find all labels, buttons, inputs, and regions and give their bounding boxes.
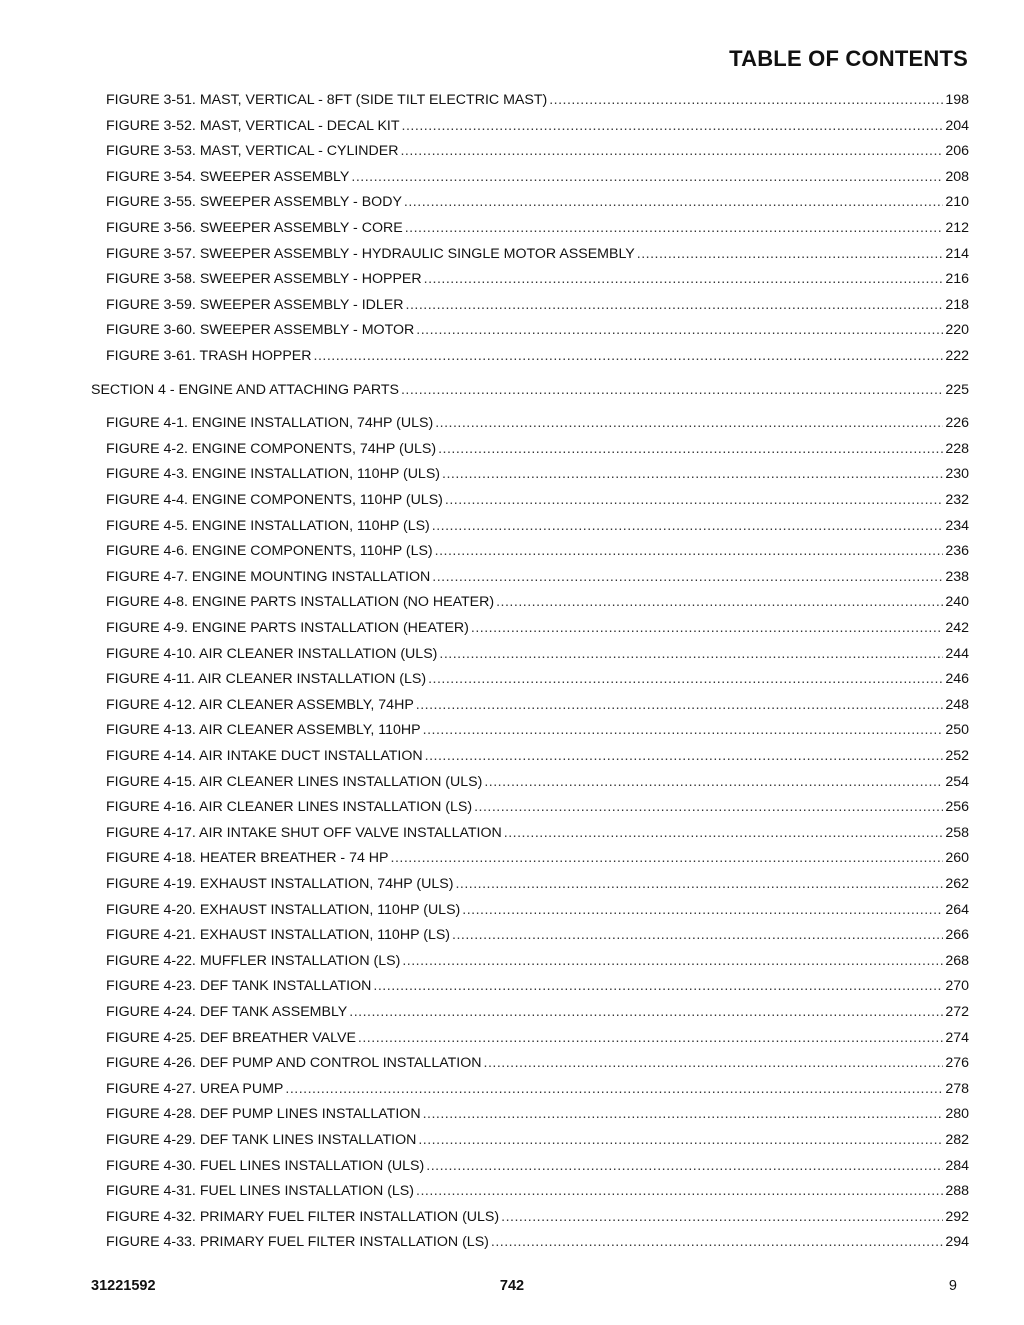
dot-leader bbox=[439, 645, 943, 663]
toc-entry-label: FIGURE 3-51. MAST, VERTICAL - 8FT (SIDE TILT ELECTRIC MAST) bbox=[106, 92, 548, 108]
dot-leader bbox=[455, 875, 943, 893]
toc-entry-page: 218 bbox=[945, 296, 969, 313]
toc-entry-label: FIGURE 3-61. TRASH HOPPER bbox=[106, 348, 312, 364]
toc-entry-page: 252 bbox=[945, 748, 969, 764]
dot-leader bbox=[400, 142, 943, 160]
toc-entry-page: 226 bbox=[945, 415, 969, 432]
toc-entry[interactable] bbox=[106, 1080, 969, 1098]
dot-leader bbox=[423, 1105, 944, 1123]
toc-entry-label: FIGURE 4-15. AIR CLEANER LINES INSTALLATION (ULS) bbox=[106, 773, 483, 790]
toc-entry-label: FIGURE 3-55. SWEEPER ASSEMBLY - BODY bbox=[106, 194, 402, 211]
toc-entry-page: 222 bbox=[945, 348, 969, 364]
toc-entry-label: FIGURE 4-18. HEATER BREATHER - 74 HP bbox=[106, 850, 389, 867]
toc-entry-label: FIGURE 4-20. EXHAUST INSTALLATION, 110HP (ULS) bbox=[106, 901, 461, 918]
toc-entry[interactable] bbox=[106, 321, 969, 339]
toc-entry[interactable] bbox=[106, 465, 969, 483]
toc-entry[interactable] bbox=[106, 440, 969, 458]
dot-leader bbox=[471, 619, 943, 637]
toc-entry[interactable] bbox=[106, 926, 969, 944]
toc-entry[interactable] bbox=[106, 619, 969, 637]
toc-entry-page: 294 bbox=[945, 1234, 969, 1251]
toc-entry-page: 236 bbox=[945, 543, 969, 560]
dot-leader bbox=[438, 440, 943, 458]
toc-entry[interactable] bbox=[106, 193, 969, 211]
toc-entry[interactable] bbox=[106, 645, 969, 663]
dot-leader bbox=[404, 193, 943, 211]
toc-entry-label: FIGURE 3-54. SWEEPER ASSEMBLY bbox=[106, 168, 350, 185]
toc-entry-page: 258 bbox=[945, 824, 969, 841]
toc-entry[interactable] bbox=[106, 824, 969, 842]
toc-entry-page: 248 bbox=[945, 696, 969, 713]
toc-entry[interactable] bbox=[106, 773, 969, 791]
toc-entry-label: FIGURE 4-13. AIR CLEANER ASSEMBLY, 110HP bbox=[106, 722, 421, 739]
toc-entry-page: 220 bbox=[945, 322, 969, 339]
dot-leader bbox=[637, 245, 944, 263]
toc-entry[interactable] bbox=[106, 1131, 969, 1149]
toc-entry-label: FIGURE 3-56. SWEEPER ASSEMBLY - CORE bbox=[106, 220, 403, 236]
dot-leader bbox=[314, 347, 944, 365]
toc-entry-page: 234 bbox=[945, 517, 969, 534]
toc-entry-label: FIGURE 4-23. DEF TANK INSTALLATION bbox=[106, 978, 372, 995]
toc-entry[interactable] bbox=[106, 117, 969, 135]
dot-leader bbox=[445, 491, 943, 509]
toc-entry-page: 246 bbox=[945, 671, 969, 688]
toc-entry-label: FIGURE 3-58. SWEEPER ASSEMBLY - HOPPER bbox=[106, 271, 422, 288]
toc-entry-page: 225 bbox=[945, 381, 969, 398]
toc-entry[interactable] bbox=[106, 91, 969, 109]
page-title: TABLE OF CONTENTS bbox=[729, 46, 968, 71]
dot-leader bbox=[351, 168, 943, 186]
toc-entry[interactable] bbox=[106, 517, 969, 535]
toc-entry-page: 256 bbox=[945, 799, 969, 816]
dot-leader bbox=[391, 849, 944, 867]
toc-entry-page: 292 bbox=[945, 1208, 969, 1225]
toc-entry-label: FIGURE 3-60. SWEEPER ASSEMBLY - MOTOR bbox=[106, 322, 415, 339]
dot-leader bbox=[442, 465, 943, 483]
toc-entry-label: FIGURE 4-30. FUEL LINES INSTALLATION (ULS) bbox=[106, 1157, 425, 1174]
dot-leader bbox=[401, 381, 943, 399]
toc-entry-page: 276 bbox=[945, 1055, 969, 1072]
toc-entry[interactable] bbox=[106, 593, 969, 611]
toc-entry[interactable] bbox=[106, 270, 969, 288]
dot-leader bbox=[428, 670, 943, 688]
dot-leader bbox=[423, 721, 944, 739]
toc-entry[interactable] bbox=[106, 875, 969, 893]
toc-entry[interactable] bbox=[106, 696, 969, 714]
toc-entry-page: 280 bbox=[945, 1106, 969, 1123]
toc-entry-label: FIGURE 4-8. ENGINE PARTS INSTALLATION (NO HEATER) bbox=[106, 594, 495, 611]
toc-entry-page: 266 bbox=[945, 927, 969, 944]
toc-entry-label: SECTION 4 - ENGINE AND ATTACHING PARTS bbox=[91, 381, 399, 398]
dot-leader bbox=[484, 1054, 944, 1072]
toc-entry[interactable] bbox=[106, 245, 969, 263]
dot-leader bbox=[426, 1157, 943, 1175]
toc-entry[interactable] bbox=[106, 168, 969, 186]
footer-doc-number: 31221592 bbox=[91, 1278, 156, 1294]
dot-leader bbox=[504, 824, 944, 842]
toc-entry[interactable] bbox=[106, 491, 969, 509]
dot-leader bbox=[405, 219, 944, 237]
toc-entry-label: FIGURE 4-26. DEF PUMP AND CONTROL INSTALLATION bbox=[106, 1055, 482, 1072]
toc-entry[interactable] bbox=[106, 296, 969, 314]
toc-entry[interactable] bbox=[106, 1157, 969, 1175]
toc-entry[interactable] bbox=[106, 670, 969, 688]
toc-entry-page: 232 bbox=[945, 492, 969, 508]
toc-entry[interactable] bbox=[106, 1029, 969, 1047]
toc-entry[interactable] bbox=[106, 414, 969, 432]
toc-entry-page: 268 bbox=[945, 952, 969, 969]
toc-entry-label: FIGURE 4-6. ENGINE COMPONENTS, 110HP (LS) bbox=[106, 543, 433, 560]
toc-entry-label: FIGURE 3-57. SWEEPER ASSEMBLY - HYDRAULIC SINGLE MOTOR ASSEMBLY bbox=[106, 245, 635, 262]
toc-entry[interactable] bbox=[106, 1054, 969, 1072]
toc-entry-page: 206 bbox=[945, 143, 969, 160]
toc-entry-page: 242 bbox=[945, 620, 969, 636]
toc-entry-label: FIGURE 4-12. AIR CLEANER ASSEMBLY, 74HP bbox=[106, 696, 414, 713]
dot-leader bbox=[501, 1208, 943, 1226]
toc-entry-label: FIGURE 4-10. AIR CLEANER INSTALLATION (ULS) bbox=[106, 645, 438, 662]
toc-entry-page: 272 bbox=[945, 1004, 969, 1020]
toc-entry-label: FIGURE 4-11. AIR CLEANER INSTALLATION (LS) bbox=[106, 671, 427, 688]
toc-entry[interactable] bbox=[106, 568, 969, 586]
toc-entry-label: FIGURE 4-33. PRIMARY FUEL FILTER INSTALLATION (LS) bbox=[106, 1234, 489, 1251]
dot-leader bbox=[432, 517, 944, 535]
dot-leader bbox=[435, 414, 943, 432]
toc-entry-page: 208 bbox=[945, 168, 969, 185]
toc-entry-label: FIGURE 4-5. ENGINE INSTALLATION, 110HP (LS) bbox=[106, 517, 430, 534]
toc-entry-label: FIGURE 4-28. DEF PUMP LINES INSTALLATION bbox=[106, 1106, 421, 1123]
toc-entry-page: 260 bbox=[945, 850, 969, 867]
dot-leader bbox=[406, 296, 944, 314]
toc-entry-page: 278 bbox=[945, 1080, 969, 1097]
toc-entry-label: FIGURE 3-52. MAST, VERTICAL - DECAL KIT bbox=[106, 117, 400, 134]
toc-entry[interactable] bbox=[106, 1003, 969, 1021]
dot-leader bbox=[462, 901, 943, 919]
toc-entry[interactable] bbox=[106, 952, 969, 970]
toc-entry-page: 244 bbox=[945, 645, 969, 662]
toc-entry[interactable] bbox=[106, 542, 969, 560]
toc-section-entry[interactable] bbox=[91, 381, 969, 399]
toc-entry[interactable] bbox=[106, 798, 969, 816]
toc-entry-label: FIGURE 4-3. ENGINE INSTALLATION, 110HP (ULS) bbox=[106, 466, 441, 483]
dot-leader bbox=[418, 1131, 943, 1149]
toc-entry-label: FIGURE 4-19. EXHAUST INSTALLATION, 74HP (ULS) bbox=[106, 876, 454, 892]
dot-leader bbox=[424, 270, 944, 288]
toc-entry[interactable] bbox=[106, 1208, 969, 1226]
toc-entry[interactable] bbox=[106, 1182, 969, 1200]
footer-center-text: 742 bbox=[499, 1278, 525, 1294]
dot-leader bbox=[432, 568, 943, 586]
toc-entry-page: 214 bbox=[945, 245, 969, 262]
dot-leader bbox=[416, 696, 944, 714]
toc-entry-label: FIGURE 4-16. AIR CLEANER LINES INSTALLATION (LS) bbox=[106, 799, 473, 816]
dot-leader bbox=[435, 542, 944, 560]
dot-leader bbox=[484, 773, 943, 791]
footer-page-number: 9 bbox=[948, 1278, 957, 1294]
toc-entry-label: FIGURE 4-9. ENGINE PARTS INSTALLATION (HEATER) bbox=[106, 620, 469, 636]
toc-entry[interactable] bbox=[106, 142, 969, 160]
toc-entry-page: 210 bbox=[945, 194, 969, 211]
dot-leader bbox=[373, 977, 943, 995]
toc-entry-label: FIGURE 4-7. ENGINE MOUNTING INSTALLATION bbox=[106, 568, 431, 585]
dot-leader bbox=[285, 1080, 943, 1098]
toc-entry-label: FIGURE 4-1. ENGINE INSTALLATION, 74HP (ULS) bbox=[106, 415, 434, 432]
dot-leader bbox=[491, 1233, 943, 1251]
toc-entry-page: 216 bbox=[945, 271, 969, 288]
toc-entry-page: 264 bbox=[945, 901, 969, 918]
toc-entry[interactable] bbox=[106, 977, 969, 995]
toc-entry-page: 250 bbox=[945, 722, 969, 739]
dot-leader bbox=[416, 321, 943, 339]
toc-entry[interactable] bbox=[106, 347, 969, 365]
toc-entry-label: FIGURE 4-21. EXHAUST INSTALLATION, 110HP (LS) bbox=[106, 927, 451, 944]
toc-entry-label: FIGURE 4-2. ENGINE COMPONENTS, 74HP (ULS) bbox=[106, 440, 437, 457]
toc-entry-label: FIGURE 4-32. PRIMARY FUEL FILTER INSTALLATION (ULS) bbox=[106, 1208, 500, 1225]
toc-entry-page: 284 bbox=[945, 1157, 969, 1174]
dot-leader bbox=[349, 1003, 943, 1021]
dot-leader bbox=[402, 952, 943, 970]
toc-entry-page: 212 bbox=[945, 220, 969, 236]
dot-leader bbox=[452, 926, 943, 944]
toc-entry-page: 240 bbox=[945, 594, 969, 611]
toc-entry-label: FIGURE 4-29. DEF TANK LINES INSTALLATION bbox=[106, 1132, 417, 1148]
toc-entry[interactable] bbox=[106, 1105, 969, 1123]
toc-entry-page: 230 bbox=[945, 466, 969, 483]
toc-entry-label: FIGURE 4-27. UREA PUMP bbox=[106, 1080, 284, 1097]
dot-leader bbox=[474, 798, 943, 816]
toc-entry-page: 228 bbox=[945, 440, 969, 457]
toc-entry-label: FIGURE 4-4. ENGINE COMPONENTS, 110HP (ULS) bbox=[106, 492, 443, 508]
toc-entry-page: 288 bbox=[945, 1183, 969, 1200]
toc-entry-page: 254 bbox=[945, 773, 969, 790]
toc-entry-page: 238 bbox=[945, 568, 969, 585]
toc-entry[interactable] bbox=[106, 747, 969, 765]
toc-entry-label: FIGURE 4-22. MUFFLER INSTALLATION (LS) bbox=[106, 952, 401, 969]
dot-leader bbox=[358, 1029, 943, 1047]
toc-entry[interactable] bbox=[106, 721, 969, 739]
toc-entry-label: FIGURE 4-31. FUEL LINES INSTALLATION (LS) bbox=[106, 1183, 414, 1200]
toc-entry-label: FIGURE 4-24. DEF TANK ASSEMBLY bbox=[106, 1004, 348, 1020]
toc-entry-label: FIGURE 4-25. DEF BREATHER VALVE bbox=[106, 1029, 356, 1046]
dot-leader bbox=[402, 117, 944, 135]
toc-entry-page: 282 bbox=[945, 1132, 969, 1148]
dot-leader bbox=[425, 747, 944, 765]
toc-entry-page: 262 bbox=[945, 876, 969, 892]
toc-entry[interactable] bbox=[106, 1233, 969, 1251]
toc-entry-page: 274 bbox=[945, 1029, 969, 1046]
dot-leader bbox=[549, 91, 943, 109]
toc-entry-label: FIGURE 3-59. SWEEPER ASSEMBLY - IDLER bbox=[106, 296, 404, 313]
dot-leader bbox=[496, 593, 943, 611]
toc-entry-page: 198 bbox=[945, 92, 969, 108]
toc-entry[interactable] bbox=[106, 901, 969, 919]
toc-entry-label: FIGURE 4-17. AIR INTAKE SHUT OFF VALVE INSTALLATION bbox=[106, 824, 502, 841]
toc-entry-page: 270 bbox=[945, 978, 969, 995]
toc-entry[interactable] bbox=[106, 849, 969, 867]
toc-entry-label: FIGURE 3-53. MAST, VERTICAL - CYLINDER bbox=[106, 143, 399, 160]
toc-entry[interactable] bbox=[106, 219, 969, 237]
dot-leader bbox=[416, 1182, 943, 1200]
toc-entry-label: FIGURE 4-14. AIR INTAKE DUCT INSTALLATION bbox=[106, 748, 423, 764]
toc-entry-page: 204 bbox=[945, 117, 969, 134]
